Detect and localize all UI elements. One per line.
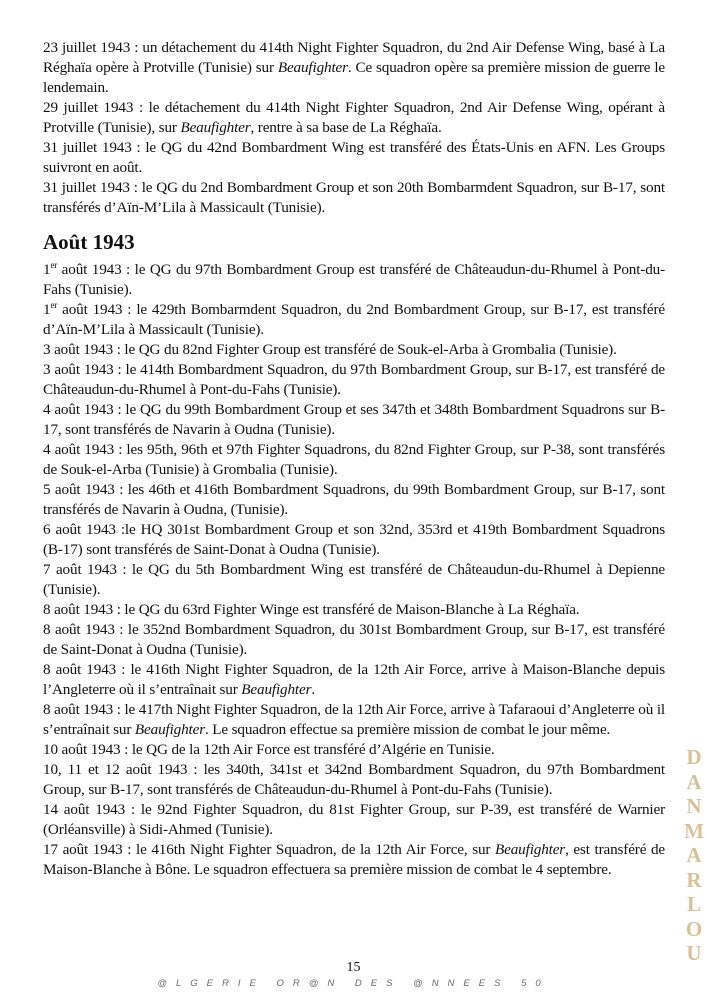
- entry-text: 10 août 1943 : le QG de la 12th Air Force est transféré d’Algérie en Tunisie.: [43, 741, 495, 758]
- timeline-entry: [43, 138, 665, 178]
- entry-text: 23 juillet 1943 : un détachement du 414th Night Fighter Squadron, du 2nd Air Defense Wing, basé à La Réghaïa opère à Protville (Tunisie) sur: [43, 39, 665, 76]
- entry-text: 29 juillet 1943 : le détachement du 414th Night Fighter Squadron, 2nd Air Defense Wing, opérant à Protville (Tunisie), sur: [43, 99, 665, 136]
- entry-text-after: . Le squadron effectue sa première mission de combat le jour même.: [204, 721, 611, 738]
- entry-text: 8 août 1943 : le 352nd Bombardment Squadron, du 301st Bombardment Group, sur B-17, est transféré de Saint-Donat à Oudna (Tunisie).: [43, 621, 665, 658]
- timeline-entry: [43, 740, 665, 760]
- section-heading: Août 1943: [43, 230, 135, 254]
- entry-text: 1: [43, 261, 51, 278]
- entry-text: 6 août 1943 :le HQ 301st Bombardment Group et son 32nd, 353rd et 419th Bombardment Squadrons (B-17) sont transférés de Saint-Donat à Oudna (Tunisie).: [43, 521, 665, 558]
- timeline-entry: [43, 300, 665, 340]
- timeline-entry: [43, 400, 665, 440]
- entry-text: 10, 11 et 12 août 1943 : les 340th, 341st et 342nd Bombardment Squadron, du 97th Bombardment Group, sur B-17, sont transférés de Châteaudun-du-Rhumel à Pont-du-Fahs (Tunisie).: [43, 761, 665, 798]
- sidebar-letter: M: [684, 818, 704, 843]
- timeline-entry: [43, 98, 665, 138]
- timeline-entry: [43, 260, 665, 300]
- timeline-entry: [43, 440, 665, 480]
- entry-text: 8 août 1943 : le 416th Night Fighter Squadron, de la 12th Air Force, arrive à Maison-Blanche depuis l’Angleterre où il s’entraînait sur: [43, 661, 665, 698]
- timeline-entry: [43, 700, 665, 740]
- entry-text: 3 août 1943 : le 414th Bombardment Squadron, du 97th Bombardment Group, sur B-17, est transféré de Châteaudun-du-Rhumel à Pont-du-Fahs (Tunisie).: [43, 361, 665, 398]
- timeline-entry: [43, 560, 665, 600]
- timeline-entry: [43, 480, 665, 520]
- entry-text-after: .: [311, 681, 316, 698]
- timeline-entry: [43, 520, 665, 560]
- timeline-entry: [43, 360, 665, 400]
- entry-text: 1: [43, 301, 51, 318]
- sidebar-letter: L: [686, 892, 701, 916]
- page-number: 15: [346, 960, 361, 975]
- timeline-entry: [43, 840, 665, 880]
- timeline-entry: [43, 178, 665, 218]
- timeline-entry: [43, 760, 665, 800]
- entry-text: 31 juillet 1943 : le QG du 2nd Bombardment Group et son 20th Bombarmdent Squadron, sur B-17, sont transférés d’Aïn-M’Lila à Massicault (Tunisie).: [43, 179, 665, 216]
- ordinal-superscript: er: [50, 259, 58, 270]
- timeline-entry: [43, 38, 665, 98]
- entry-text: 4 août 1943 : les 95th, 96th et 97th Fighter Squadrons, du 82nd Fighter Group, sur P-38, sont transférés de Souk-el-Arba (Tunisie) à Grombalia (Tunisie).: [43, 441, 665, 478]
- vertical-author-name: [684, 745, 704, 966]
- sidebar-letter: N: [686, 794, 702, 818]
- sidebar-letter: A: [686, 843, 702, 867]
- timeline-entry: [43, 340, 665, 360]
- entry-text-continued: août 1943 : le QG du 97th Bombardment Group est transféré de Châteaudun-du-Rhumel à Pont-du-Fahs (Tunisie).: [43, 261, 665, 298]
- entry-text: 8 août 1943 : le QG du 63rd Fighter Winge est transféré de Maison-Blanche à La Réghaïa.: [43, 601, 580, 618]
- sidebar-letter: U: [686, 941, 702, 965]
- entry-text-after: . Ce squadron opère sa première mission de guerre le lendemain.: [43, 59, 665, 96]
- ordinal-superscript: er: [50, 299, 58, 310]
- entry-text-after: , est transféré de Maison-Blanche à Bône. Le squadron effectuera sa première mission de combat le 4 septembre.: [43, 841, 665, 878]
- august-entries: [43, 260, 665, 880]
- timeline-entry: [43, 600, 665, 620]
- aircraft-name: Beaufighter: [134, 721, 205, 738]
- timeline-entry: [43, 800, 665, 840]
- aircraft-name: Beaufighter: [277, 59, 348, 76]
- sidebar-letter: R: [686, 867, 702, 892]
- entry-text: 14 août 1943 : le 92nd Fighter Squadron, du 81st Fighter Group, sur P-39, est transféré de Warnier (Orléansville) à Sidi-Ahmed (Tunisie).: [43, 801, 665, 838]
- sidebar-letter: O: [685, 916, 703, 941]
- footer-running-title: @LGERIE OR@N DES @NNEES 50: [157, 978, 550, 989]
- entry-text: 8 août 1943 : le 417th Night Fighter Squadron, de la 12th Air Force, arrive à Tafaraoui d’Angleterre où il s’entraînait sur: [43, 701, 665, 738]
- entry-text: 4 août 1943 : le QG du 99th Bombardment Group et ses 347th et 348th Bombardment Squadrons sur B-17, sont transférés de Navarin à Oudna (Tunisie).: [43, 401, 665, 438]
- timeline-entry: [43, 660, 665, 700]
- entry-text: 31 juillet 1943 : le QG du 42nd Bombardment Wing est transféré des États-Unis en AFN. Les Groups suivront en août.: [43, 139, 665, 176]
- entry-text-continued: août 1943 : le 429th Bombarmdent Squadron, du 2nd Bombardment Group, sur B-17, est transféré d’Aïn-M’Lila à Massicault (Tunisie).: [43, 301, 665, 338]
- aircraft-name: Beaufighter: [180, 119, 251, 136]
- july-entries: [43, 38, 665, 218]
- sidebar-letter: D: [686, 745, 702, 769]
- timeline-entry: [43, 620, 665, 660]
- entry-text: 3 août 1943 : le QG du 82nd Fighter Group est transféré de Souk-el-Arba à Grombalia (Tunisie).: [43, 341, 617, 358]
- sidebar-letter: A: [686, 769, 702, 794]
- aircraft-name: Beaufighter: [495, 841, 566, 858]
- aircraft-name: Beaufighter: [241, 681, 312, 698]
- entry-text: 17 août 1943 : le 416th Night Fighter Squadron, de la 12th Air Force, sur: [43, 841, 496, 858]
- entry-text-after: , rentre à sa base de La Réghaïa.: [250, 119, 442, 136]
- entry-text: 7 août 1943 : le QG du 5th Bombardment Wing est transféré de Châteaudun-du-Rhumel à Depienne (Tunisie).: [43, 561, 665, 598]
- entry-text: 5 août 1943 : les 46th et 416th Bombardment Squadrons, du 99th Bombardment Group, sur B-17, sont transférés de Navarin à Oudna, (Tunisie).: [43, 481, 665, 518]
- document-page: [43, 38, 665, 880]
